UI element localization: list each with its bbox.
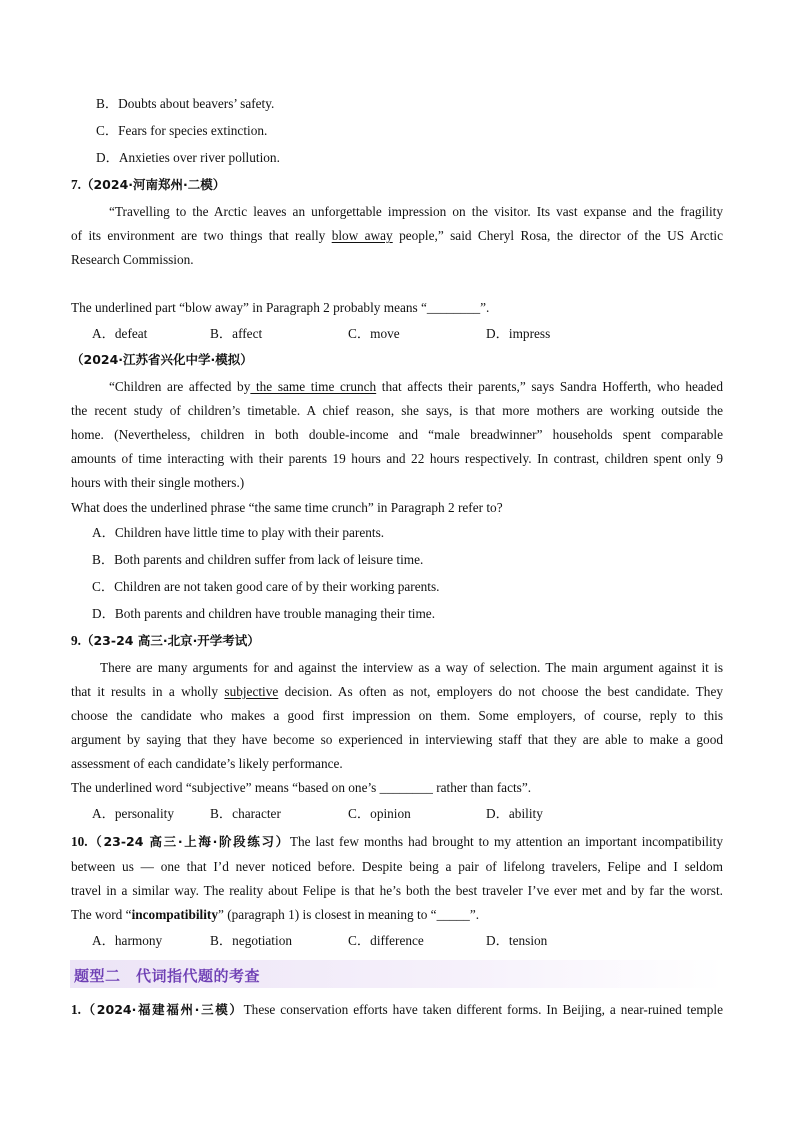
question-stem: The underlined word “subjective” means “based on one’s ________ rather than facts”. [71, 780, 532, 795]
question-stem: The underlined part “blow away” in Paragraph 2 probably means “________”. [71, 300, 490, 315]
passage-line: “Children are affected by the same time crunch that affects their parents,” says Sandra Hofferth, who headed [109, 379, 723, 394]
passage-line: choose the candidate who makes a good first impression on them. Some employers, of course, reply to this [71, 708, 723, 723]
option-c: C．difference [348, 933, 424, 948]
option-b: B．negotiation [210, 933, 292, 948]
question-number: 9. [71, 633, 81, 648]
question-number: 10. [71, 834, 88, 849]
option-d: D．tension [486, 933, 548, 948]
passage-line: that it results in a wholly subjective decision. As often as not, employers do not choose the best candidate. They [71, 684, 724, 699]
option-a: A．personality [92, 806, 174, 821]
passage-line: assessment of each candidate’s likely performance. [71, 756, 343, 771]
passage-line: the recent study of children’s timetable. A chief reason, she says, is that more mothers are working outside the [71, 403, 723, 418]
option-c: C．Children are not taken good care of by their working parents. [92, 579, 440, 594]
section-heading [70, 960, 724, 988]
question-source: （2024·江苏省兴化中学·模拟） [71, 352, 253, 367]
passage-line: “Travelling to the Arctic leaves an unforgettable impression on the visitor. Its vast expanse and the fragility [109, 204, 723, 219]
question-source: （2024·福建福州·三模） [80, 1002, 244, 1017]
passage-line: argument by saying that they have become so experienced in interviewing staff that they are able to make a good [71, 732, 723, 747]
option-a: A．Children have little time to play with their parents. [92, 525, 385, 540]
passage-line: home. (Nevertheless, children in both double-income and “male breadwinner” households spent comparable [71, 427, 723, 442]
question-stem: What does the underlined phrase “the same time crunch” in Paragraph 2 refer to? [71, 500, 503, 515]
option-c: C．opinion [348, 806, 411, 821]
option-c: C．move [348, 326, 400, 341]
question-10-header: 10.（23-24 高三·上海·阶段练习）The last few months had brought to my attention an important incompatibility [71, 834, 724, 849]
passage-line: amounts of time interacting with their parents 19 hours and 22 hours respectively. In contrast, children spent only 9 [71, 451, 723, 466]
passage-line: Research Commission. [71, 252, 194, 267]
question-source: （23-24 高三·北京·开学考试） [80, 633, 260, 648]
underlined-phrase: blow away [331, 228, 393, 243]
option-d: D．ability [486, 806, 543, 821]
question-source: （2024·河南郑州·二模） [80, 177, 226, 192]
section2-question-1: 1.（2024·福建福州·三模）These conservation efforts have taken different forms. In Beijing, a near-ruined temple [71, 1002, 723, 1017]
passage-line: hours with their single mothers.) [71, 475, 245, 490]
option-b: B．character [210, 806, 281, 821]
passage-line: There are many arguments for and against the interview as a way of selection. The main argument against it is [100, 660, 723, 675]
question-7-header [71, 177, 225, 193]
underlined-phrase: the same time crunch [250, 379, 377, 394]
option-c: C．Fears for species extinction. [96, 123, 268, 138]
underlined-word: subjective [224, 684, 279, 699]
question-source: （23-24 高三·上海·阶段练习） [87, 834, 290, 849]
question-number: 7. [71, 177, 81, 192]
option-d: D．Anxieties over river pollution. [96, 150, 280, 165]
option-b: B．Doubts about beavers’ safety. [96, 96, 275, 111]
question-9-header [71, 633, 260, 649]
option-a: A．defeat [92, 326, 148, 341]
bold-word: incompatibility [131, 907, 218, 922]
passage-line: between us — one that I’d never noticed before. Despite being a pair of lifelong travelers, Felipe and I seldom [71, 859, 723, 874]
passage-line: travel in a similar way. The reality about Felipe is that he’s both the best traveler I’ve ever met and by far the worst. [71, 883, 723, 898]
option-b: B．affect [210, 326, 263, 341]
section-title: 题型二 代词指代题的考查 [74, 967, 261, 985]
option-a: A．harmony [92, 933, 163, 948]
option-d: D．Both parents and children have trouble managing their time. [92, 606, 436, 621]
passage-line: of its environment are two things that really blow away people,” said Cheryl Rosa, the director of the US Arctic [71, 228, 723, 243]
option-d: D．impress [486, 326, 551, 341]
question-stem: The word “incompatibility” (paragraph 1) is closest in meaning to “_____”. [71, 907, 480, 922]
option-b: B．Both parents and children suffer from lack of leisure time. [92, 552, 424, 567]
question-number: 1. [71, 1002, 81, 1017]
